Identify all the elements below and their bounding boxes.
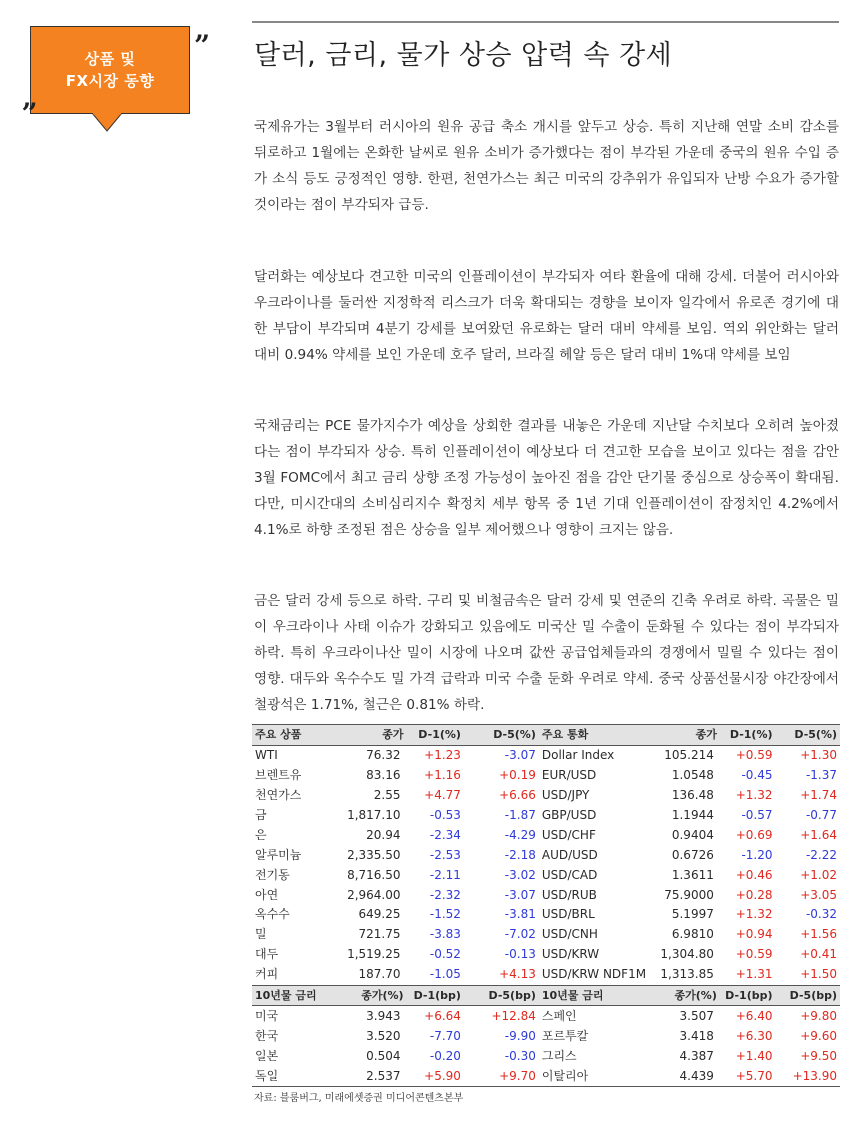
bond-yield: 4.387 [679,1048,714,1063]
market-table [252,724,840,1087]
bond-d5: -0.30 [504,1048,536,1063]
column-header: D-5(bp) [464,985,539,1006]
currency-d1: -0.57 [741,808,773,822]
commodity-close: 187.70 [358,967,401,982]
currency-close: 136.48 [671,788,714,803]
bond-d1: +1.40 [735,1048,773,1063]
commodity-close: 2,964.00 [347,887,401,902]
column-header: D-5(%) [776,725,840,746]
commodity-d5: -3.07 [504,748,536,763]
bond-d1: +6.40 [735,1008,773,1023]
table-row [252,806,840,826]
bond-d5: +12.84 [491,1008,536,1023]
commodity-d5: -2.18 [504,847,536,862]
column-header: D-5(bp) [776,985,840,1006]
column-header: D-1(%) [720,725,776,746]
column-header: 10년물 금리 [539,985,649,1006]
source-note: 자료: 블룸버그, 미래에셋증권 미디어콘텐츠본부 [254,1093,464,1104]
currency-close: 105.214 [664,748,714,763]
currency-d1: +0.69 [735,827,773,842]
bond-d5: +9.70 [464,1066,539,1086]
table-row [252,865,840,885]
column-header: D-5(%) [464,725,539,746]
currency-d5: +1.56 [800,927,837,942]
bond-yield: 0.504 [366,1048,401,1063]
bond-d5: +9.80 [800,1008,837,1023]
commodity-name: 천연가스 [255,788,302,803]
bond-country: 한국 [255,1028,279,1043]
column-header: 종가(%) [649,985,720,1006]
table-row [252,1046,840,1066]
commodity-d1: -0.52 [429,947,461,962]
commodity-close: 76.32 [366,748,401,763]
commodity-name: 은 [255,827,267,842]
commodity-name: 전기동 [255,867,290,882]
currency-close: 1.1944 [671,808,714,822]
column-header: D-1(%) [407,725,464,746]
currency-name: USD/BRL [541,907,595,922]
bond-d5: +9.60 [800,1028,837,1043]
currency-name: USD/KRW [541,947,600,962]
badge-box [30,26,190,114]
commodity-d1: +1.16 [424,768,461,783]
currency-d5: -1.37 [805,768,837,783]
table-row [252,965,840,985]
bond-yield: 3.520 [366,1028,401,1043]
column-header: 10년물 금리 [252,985,329,1006]
table-row [252,1006,840,1026]
badge-line-1: 상품 및 [84,50,136,68]
currency-d5: +1.02 [800,867,837,882]
column-header: D-1(bp) [720,985,776,1006]
badge-line-2: FX시장 동향 [65,72,155,90]
currency-d5: -2.22 [805,847,837,862]
commodity-d5: -0.13 [504,947,536,962]
currency-d5: +1.74 [800,788,837,803]
currency-name: EUR/USD [541,768,597,783]
currency-d1: +1.32 [735,788,773,803]
bond-yield: 3.507 [679,1008,714,1023]
currency-close: 75.9000 [664,887,714,902]
currency-d5: -0.32 [805,907,837,922]
bond-country: 그리스 [541,1048,577,1063]
table-row [252,766,840,786]
bond-d1: -7.70 [429,1028,461,1043]
currency-name: AUD/USD [541,847,598,862]
currency-d5: +3.05 [800,887,837,902]
currency-close: 0.6726 [671,847,714,862]
bond-country: 미국 [255,1008,279,1023]
table-row [252,885,840,905]
bond-yield: 2.537 [329,1066,407,1086]
currency-close: 1,304.80 [660,947,714,962]
table-row [252,786,840,806]
commodity-close: 2.55 [373,788,401,803]
commodity-d1: -2.34 [429,827,461,842]
section-badge [22,22,211,134]
bond-d1: +6.30 [735,1028,773,1043]
bond-yield: 3.943 [366,1008,401,1023]
currency-d5: +1.30 [800,748,837,763]
currency-d5: +0.41 [800,947,837,962]
currency-d5: +1.50 [800,967,837,982]
commodity-d1: -2.11 [429,867,461,882]
bond-country: 포르투칼 [541,1028,589,1043]
table-row [252,905,840,925]
commodity-close: 20.94 [366,827,401,842]
currency-d1: -1.20 [741,847,773,862]
bond-d5: +9.50 [800,1048,837,1063]
paragraph-metals: 금은 달러 강세 등으로 하락. 구리 및 비철금속은 달러 강세 및 연준의 긴축 우려로 하락. 곡물은 밀이 우크라이나 사태 이슈가 강화되고 있음에도 미국산 밀 수출이 둔화될 수 있다는 점이 부각되자 하락. 특히 우크라이나산 밀이 시장에 나오며 값싼 공급업체들과의 경쟁에서 밀릴 수 있다는 점이 영향. 대두와 옥수수도 밀 가격 급락과 미국 수출 둔화 우려로 약세. 중국 상품선물시장 야간장에서 철광석은 1.71%, 철근은 0.81% 하락. [254,593,839,713]
column-header: D-1(bp) [407,985,464,1006]
table-row [252,945,840,965]
currency-name: USD/KRW NDF1M [541,967,647,982]
column-header: 주요 상품 [252,725,329,746]
table-row [252,845,840,865]
currency-close: 0.9404 [671,827,714,842]
bond-country: 스페인 [541,1008,577,1023]
bond-yield: 3.418 [679,1028,714,1043]
column-header: 종가 [649,725,720,746]
commodity-name: WTI [255,748,278,763]
bond-d1: +6.64 [424,1008,461,1023]
currency-d5: +1.64 [800,827,837,842]
column-header: 주요 통화 [539,725,649,746]
currency-d1: +0.59 [735,748,773,763]
currency-name: USD/CNH [541,927,598,942]
currency-name: GBP/USD [541,808,597,822]
currency-name: USD/JPY [541,788,590,803]
commodity-d1: -2.32 [429,887,461,902]
bond-d5: -9.90 [504,1028,536,1043]
currency-close: 6.9810 [671,927,714,942]
currency-d1: +0.59 [735,947,773,962]
commodity-d5: -3.02 [504,867,536,882]
bond-d5: +13.90 [776,1066,840,1086]
currency-name: USD/CAD [541,867,598,882]
commodity-close: 1,817.10 [347,808,401,822]
commodity-name: 아연 [255,887,279,902]
currency-d1: +1.32 [735,907,773,922]
speech-tail-icon [91,113,123,133]
table-row [252,745,840,765]
close-quote-icon: ” [194,29,211,62]
commodity-d5: -4.29 [504,827,536,842]
commodity-d1: +4.77 [424,788,461,803]
table-row [252,925,840,945]
currency-d1: +0.94 [735,927,773,942]
bond-d1: -0.20 [429,1048,461,1063]
table-row [252,1026,840,1046]
table-row [252,1066,840,1086]
commodity-d5: +6.66 [499,788,536,803]
commodity-name: 대두 [255,947,279,962]
commodity-close: 8,716.50 [347,867,401,882]
bond-d1: +5.70 [720,1066,776,1086]
open-quote-icon: „ [22,81,39,114]
currency-d1: -0.45 [741,768,773,783]
paragraph-fx: 달러화는 예상보다 견고한 미국의 인플레이션이 부각되자 여타 환율에 대해 강세. 더불어 러시아와 우크라이나를 둘러싼 지정학적 리스크가 더욱 확대되는 경향을 보이자 일각에서 유로존 경기에 대한 부담이 부각되며 4분기 강세를 보여왔던 유로화는 달러 대비 약세를 보임. 역외 위안화는 달러 대비 0.94% 약세를 보인 가운데 호주 달러, 브라질 헤알 등은 달러 대비 1%대 약세를 보임 [254,269,839,363]
paragraph-rates: 국채금리는 PCE 물가지수가 예상을 상회한 결과를 내놓은 가운데 지난달 수치보다 오히려 높아졌다는 점이 부각되자 상승. 특히 인플레이션이 예상보다 더 견고한 모습을 보이고 있다는 점을 감안 3월 FOMC에서 최고 금리 상향 조정 가능성이 높아진 점을 감안 단기물 중심으로 상승폭이 확대됨. 다만, 미시간대의 소비심리지수 확정치 세부 항목 중 1년 기대 인플레이션이 잠정치인 4.2%에서 4.1%로 하향 조정된 점은 상승을 일부 제어했으나 영향이 크지는 않음. [254,418,839,538]
commodity-d1: -0.53 [429,808,461,822]
bond-yield: 4.439 [649,1066,720,1086]
currency-close: 1,313.85 [660,967,714,982]
currency-name: Dollar Index [541,748,615,763]
commodity-d1: -3.83 [429,927,461,942]
bond-d1: +5.90 [407,1066,464,1086]
currency-d5: -0.77 [805,808,837,822]
commodity-name: 알루미늄 [255,847,302,862]
commodity-d5: +4.13 [499,967,536,982]
bond-country: 독일 [252,1066,329,1086]
commodity-d5: -7.02 [504,927,536,942]
commodity-close: 83.16 [366,768,401,783]
currency-d1: +1.31 [735,967,773,982]
commodity-d5: -3.07 [504,887,536,902]
title-rule [252,21,839,23]
commodity-d1: +1.23 [424,748,461,763]
column-header: 종가 [329,725,407,746]
table-header-row [252,725,840,746]
currency-close: 1.0548 [671,768,714,783]
bond-country: 이탈리아 [539,1066,649,1086]
commodity-close: 649.25 [358,907,401,922]
commodity-d1: -1.05 [429,967,461,982]
bond-country: 일본 [255,1048,279,1063]
commodity-d1: -1.52 [429,907,461,922]
commodity-close: 1,519.25 [347,947,401,962]
currency-name: USD/CHF [541,827,596,842]
commodity-name: 브렌트유 [255,768,302,783]
currency-close: 1.3611 [671,867,714,882]
currency-d1: +0.28 [735,887,773,902]
commodity-d5: -3.81 [504,907,536,922]
commodity-name: 금 [255,808,267,822]
commodity-close: 721.75 [358,927,401,942]
table-subheader-row [252,985,840,1006]
commodity-d5: +0.19 [499,768,536,783]
currency-d1: +0.46 [735,867,773,882]
commodity-name: 옥수수 [255,907,290,922]
commodity-name: 밀 [255,927,267,942]
commodity-name: 커피 [255,967,279,982]
column-header: 종가(%) [329,985,407,1006]
commodity-d5: -1.87 [504,808,536,822]
paragraph-oil: 국제유가는 3월부터 러시아의 원유 공급 축소 개시를 앞두고 상승. 특히 지난해 연말 소비 감소를 뒤로하고 1월에는 온화한 날씨로 원유 소비가 증가했다는 점이 부각된 가운데 중국의 원유 수입 증가 소식 등도 긍정적인 영향. 한편, 천연가스는 최근 미국의 강추위가 유입되자 난방 수요가 증가할 것이라는 점이 부각되자 급등. [254,119,839,213]
commodity-close: 2,335.50 [347,847,401,862]
currency-close: 5.1997 [671,907,714,922]
page-title: 달러, 금리, 물가 상승 압력 속 강세 [254,40,673,71]
table-row [252,825,840,845]
commodity-d1: -2.53 [429,847,461,862]
currency-name: USD/RUB [541,887,597,902]
